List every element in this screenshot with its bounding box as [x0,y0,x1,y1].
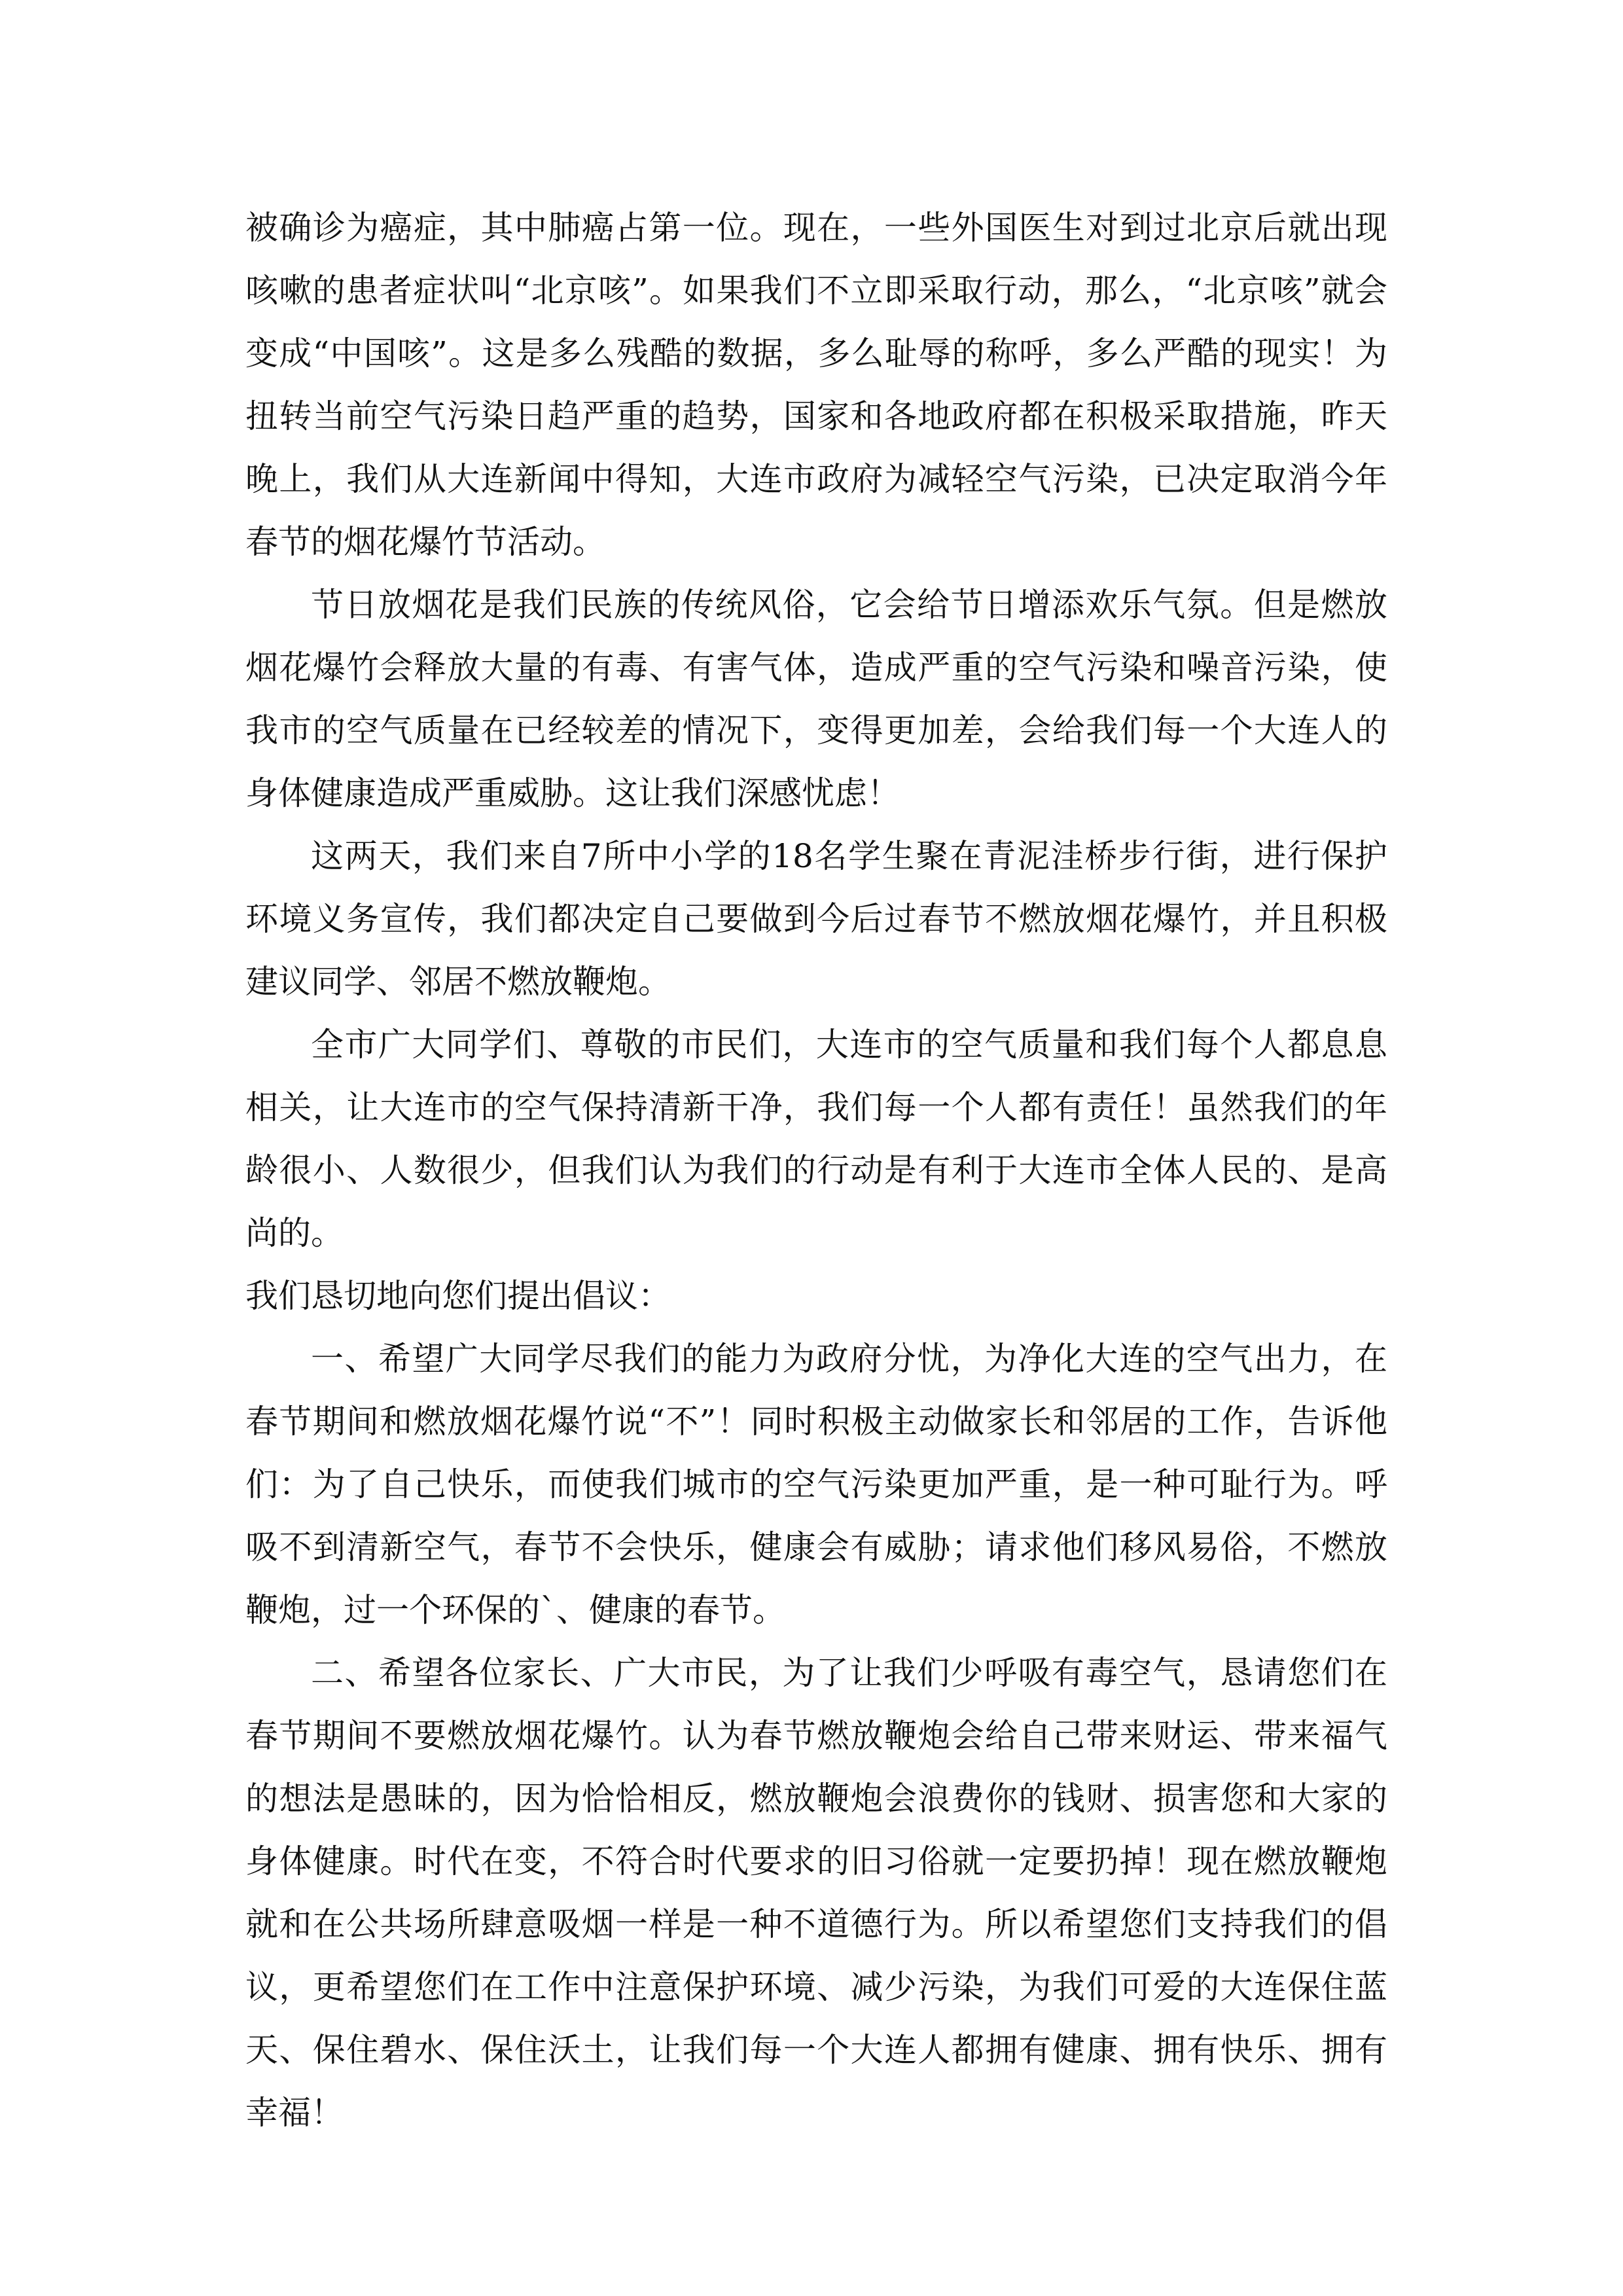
paragraph-fireworks-custom: 节日放烟花是我们民族的传统风俗，它会给节日增添欢乐气氛。但是燃放烟花爆竹会释放大量的有毒、有害气体，造成严重的空气污染和噪音污染，使我市的空气质量在已经较差的情况下，变得更加差，会给我们每一个大连人的身体健康造成严重威胁。这让我们深感忧虑！ [245,586,1387,812]
document-body [245,196,1387,2144]
paragraph-proposal-intro: 我们恳切地向您们提出倡议： [245,1277,671,1315]
paragraph-continuation: 被确诊为癌症，其中肺癌占第一位。现在，一些外国医生对到过北京后就出现咳嗽的患者症状叫“北京咳”。如果我们不立即采取行动，那么，“北京咳”就会变成“中国咳”。这是多么残酷的数据，多么耻辱的称呼，多么严酷的现实！为扭转当前空气污染日趋严重的趋势，国家和各地政府都在积极采取措施，昨天晚上，我们从大连新闻中得知，大连市政府为减轻空气污染，已决定取消今年春节的烟花爆竹节活动。 [245,209,1387,561]
paragraph-proposal-two: 二、希望各位家长、广大市民，为了让我们少呼吸有毒空气，恳请您们在春节期间不要燃放烟花爆竹。认为春节燃放鞭炮会给自己带来财运、带来福气的想法是愚昧的，因为恰恰相反，燃放鞭炮会浪费你的钱财、损害您和大家的身体健康。时代在变，不符合时代要求的旧习俗就一定要扔掉！现在燃放鞭炮就和在公共场所肆意吸烟一样是一种不道德行为。所以希望您们支持我们的倡议，更希望您们在工作中注意保护环境、减少污染，为我们可爱的大连保住蓝天、保住碧水、保住沃土，让我们每一个大连人都拥有健康、拥有快乐、拥有幸福！ [245,1654,1387,2132]
paragraph-student-campaign: 这两天，我们来自7所中小学的18名学生聚在青泥洼桥步行街，进行保护环境义务宣传，我们都决定自己要做到今后过春节不燃放烟花爆竹，并且积极建议同学、邻居不燃放鞭炮。 [245,837,1387,1001]
paragraph-proposal-one: 一、希望广大同学尽我们的能力为政府分忧，为净化大连的空气出力，在春节期间和燃放烟花爆竹说“不”！同时积极主动做家长和邻居的工作，告诉他们：为了自己快乐，而使我们城市的空气污染更加严重，是一种可耻行为。呼吸不到清新空气，春节不会快乐，健康会有威胁；请求他们移风易俗，不燃放鞭炮，过一个环保的`、健康的春节。 [245,1340,1387,1629]
paragraph-appeal-to-citizens: 全市广大同学们、尊敬的市民们，大连市的空气质量和我们每个人都息息相关，让大连市的空气保持清新干净，我们每一个人都有责任！虽然我们的年龄很小、人数很少，但我们认为我们的行动是有利于大连市全体人民的、是高尚的。 [245,1026,1387,1252]
